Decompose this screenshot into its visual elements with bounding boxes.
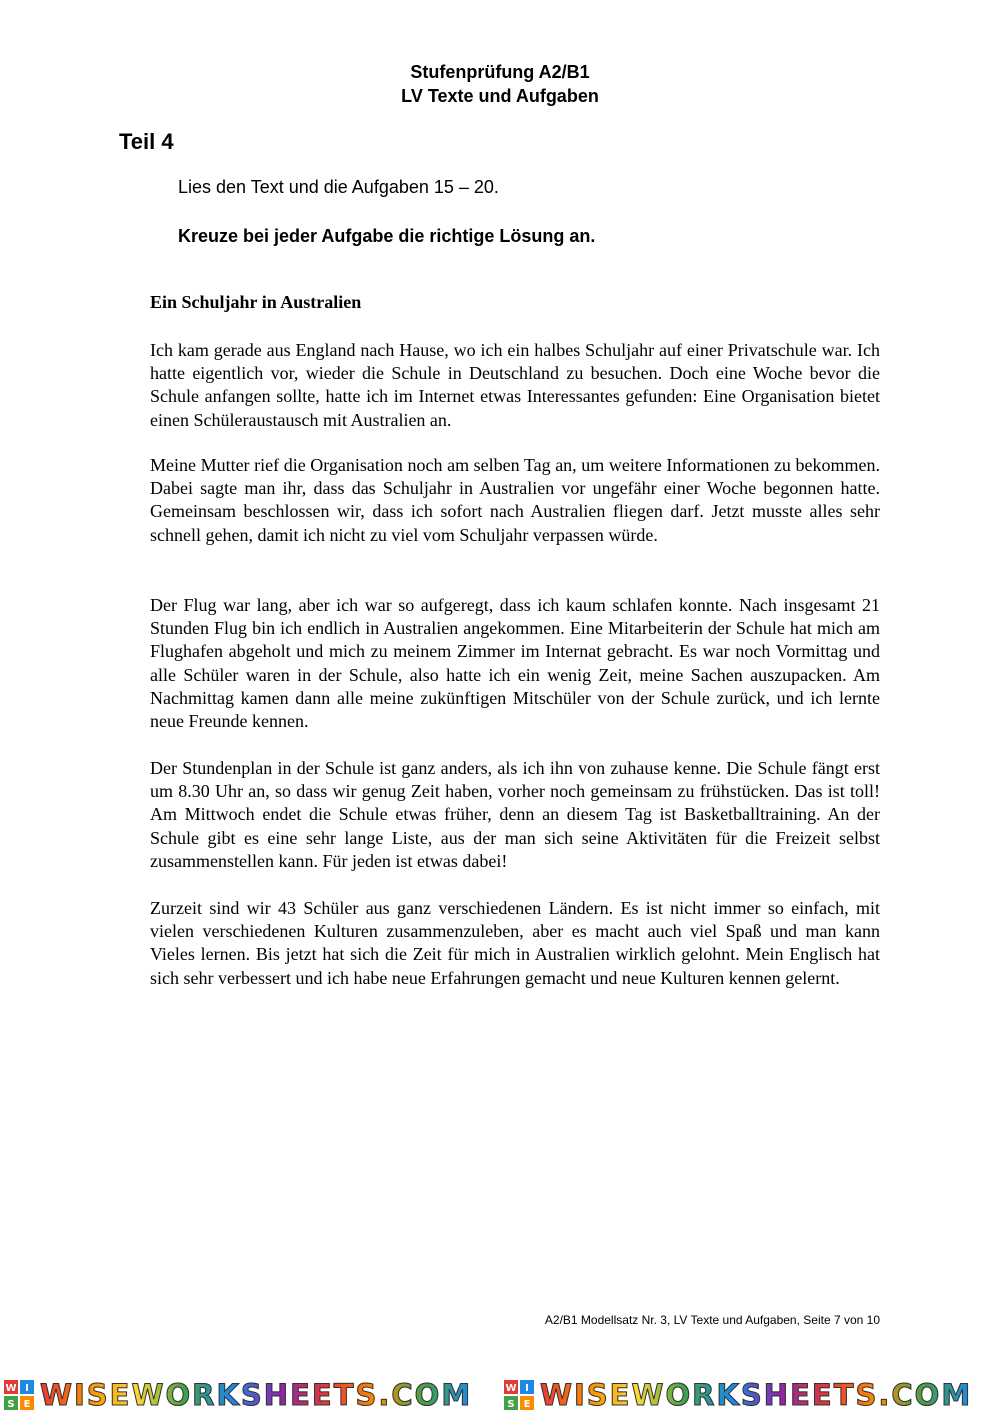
article-paragraph: Der Flug war lang, aber ich war so aufgeregt, dass ich kaum schlafen konnte. Nach insgesamt 21 Stunden Flug bin ich endlich in Australien angekommen. Eine Mitarbeiterin der Schule hat mich am Flughafen abgeholt und mich zu meinem Zimmer im Internat gebracht. Es war noch Vormittag und alle Schüler waren in der Schule, also hatte ich ein wenig Zeit, meine Sachen auszupacken. Am Nachmittag kamen dann alle meine zukünftigen Mitschüler von der Schule zurück, und ich lernte neue Freunde kennen. — [150, 595, 880, 732]
brand-watermark[interactable] — [500, 1378, 1000, 1412]
brand-text: WISEWORKSHEETS.COM — [540, 1377, 973, 1412]
instruction-mark: Kreuze bei jeder Aufgabe die richtige Lösung an. — [178, 226, 596, 246]
logo-letter: I — [25, 1382, 29, 1394]
document-header — [0, 60, 1000, 108]
logo-letter: W — [505, 1382, 517, 1394]
logo-letter: E — [23, 1398, 31, 1410]
section-title: Teil 4 — [119, 129, 174, 154]
logo-letter: W — [5, 1382, 17, 1394]
wiseworksheets-logo-icon — [4, 1380, 34, 1410]
watermark-bar — [0, 1376, 1000, 1413]
wiseworksheets-logo-icon — [504, 1380, 534, 1410]
brand-text: WISEWORKSHEETS.COM — [40, 1377, 473, 1412]
article-paragraph: Der Stundenplan in der Schule ist ganz anders, als ich ihn von zuhause kenne. Die Schule fängt erst um 8.30 Uhr an, so dass wir genug Zeit haben, vorher noch gemeinsam zu frühstücken. Das ist toll! Am Mittwoch endet die Schule etwas früher, denn an diesem Tag ist Basketballtraining. An der Schule gibt es eine sehr lange Liste, aus der man sich seine Aktivitäten für die Freizeit selbst zusammenstellen kann. Für jeden ist etwas dabei! — [150, 758, 880, 871]
article-paragraph: Meine Mutter rief die Organisation noch am selben Tag an, um weitere Informationen zu bekommen. Dabei sagte man ihr, dass das Schuljahr in Australien vor ungefähr einer Woche begonnen hatte. Gemeinsam beschlossen wir, dass ich sofort nach Australien fliegen darf. Jetzt musste alles sehr schnell gehen, damit ich nicht zu viel vom Schuljahr verpassen würde. — [150, 455, 880, 545]
logo-letter: S — [507, 1398, 515, 1410]
article-paragraph: Ich kam gerade aus England nach Hause, wo ich ein halbes Schuljahr auf einer Privatschule war. Ich hatte eigentlich vor, wieder die Schule in Deutschland zu besuchen. Doch eine Woche bevor die Schule anfangen sollte, hatte ich im Internet etwas Interessantes gefunden: Eine Organisation bietet einen Schüleraustausch mit Australien an. — [150, 340, 880, 430]
logo-letter: E — [523, 1398, 531, 1410]
article-title: Ein Schuljahr in Australien — [150, 292, 362, 312]
logo-letter: I — [525, 1382, 529, 1394]
article-paragraph: Zurzeit sind wir 43 Schüler aus ganz verschiedenen Ländern. Es ist nicht immer so einfach, mit vielen verschiedenen Kulturen zusammenzuleben, aber es macht auch viel Spaß und man kann Vieles lernen. Bis jetzt hat sich die Zeit für mich in Australien wirklich gelohnt. Mein Englisch hat sich sehr verbessert und ich habe neue Erfahrungen gemacht und neue Kulturen kennen gelernt. — [150, 898, 880, 988]
page-footer: A2/B1 Modellsatz Nr. 3, LV Texte und Aufgaben, Seite 7 von 10 — [544, 1313, 880, 1327]
header-subtitle: LV Texte und Aufgaben — [401, 86, 599, 106]
instruction-read: Lies den Text und die Aufgaben 15 – 20. — [178, 177, 499, 197]
brand-watermark[interactable] — [0, 1378, 500, 1412]
header-title: Stufenprüfung A2/B1 — [410, 62, 590, 82]
logo-letter: S — [7, 1398, 15, 1410]
